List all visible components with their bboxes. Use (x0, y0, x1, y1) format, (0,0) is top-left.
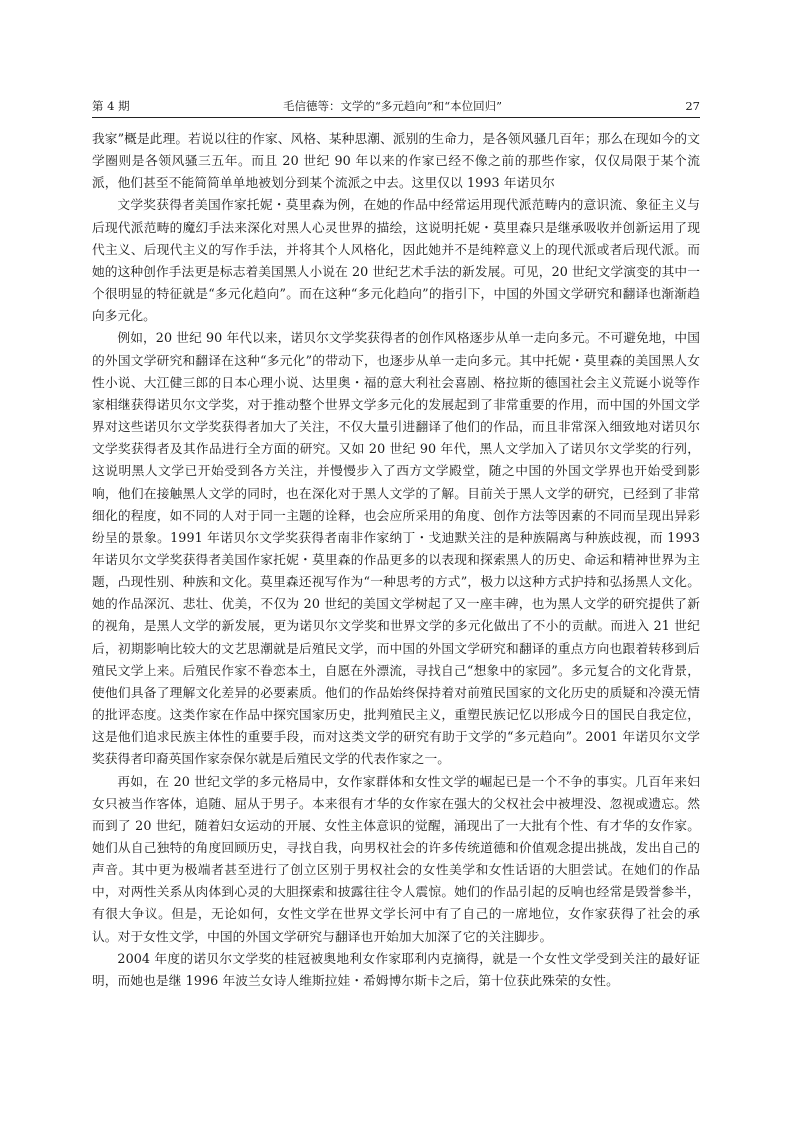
running-title: 毛信德等：文学的“多元趋向”和“本位回归” (282, 99, 502, 113)
running-header (92, 98, 700, 118)
paragraph: 2004 年度的诺贝尔文学奖的桂冠被奥地利女作家耶利内克摘得，就是一个女性文学受到关注的最好证明，而她也是继 1996 年波兰女诗人维斯拉娃・希姆博尔斯卡之后，第十位获此殊荣的女性。 (92, 950, 700, 988)
paragraph: 我家”概是此理。若说以往的作家、风格、某种思潮、派别的生命力，是各领风骚几百年；那么在现如今的文学圈则是各领风骚三五年。而且 20 世纪 90 年以来的作家已经不像之前的那些作家，仅仅局限于某个流派，他们甚至不能简简单单地被划分到某个流派之中去。这里仅以 1993 年诺贝尔 (92, 131, 700, 191)
paragraph: 例如，20 世纪 90 年代以来，诺贝尔文学奖获得者的创作风格逐步从单一走向多元。不可避免地，中国的外国文学研究和翻译在这种“多元化”的带动下，也逐步从单一走向多元。其中托妮・莫里森的美国黑人女性小说、大江健三郎的日本心理小说、达里奥・福的意大利社会喜剧、格拉斯的德国社会主义荒诞小说等作家相继获得诺贝尔文学奖，对于推动整个世界文学多元化的发展起到了非常重要的作用，而中国的外国文学界对这些诺贝尔文学奖获得者加大了关注，不仅大量引进翻译了他们的作品，而且非常深入细致地对诺贝尔文学奖获得者及其作品进行全方面的研究。又如 20 世纪 90 年代，黑人文学加入了诺贝尔文学奖的行列，这说明黑人文学已开始受到各方关注，并慢慢步入了西方文学殿堂，随之中国的外国文学界也开始受到影响，他们在接触黑人文学的同时，也在深化对于黑人文学的了解。目前关于黑人文学的研究，已经到了非常细化的程度，如不同的人对于同一主题的诠释，也会应所采用的角度、创作方法等因素的不同而呈现出异彩纷呈的景象。1991 年诺贝尔文学奖获得者南非作家纳丁・戈迪默关注的是种族隔离与种族歧视，而 1993 年诺贝尔文学奖获得者美国作家托妮・莫里森的作品更多的以表现和探索黑人的历史、命运和精神世界为主题，凸现性别、种族和文化。莫里森还视写作为“一种思考的方式”，极力以这种方式护持和弘扬黑人文化。她的作品深沉、悲壮、优美，不仅为 20 世纪的美国文学树起了又一座丰碑，也为黑人文学的研究提供了新的视角，是黑人文学的新发展，更为诺贝尔文学奖和世界文学的多元化做出了不小的贡献。而进入 21 世纪后，初期影响比较大的文艺思潮就是后殖民文学，而中国的外国文学研究和翻译的重点方向也跟着转移到后殖民文学上来。后殖民作家不眷恋本土，自愿在外漂流，寻找自己“想象中的家园”。多元复合的文化背景，使他们具备了理解文化差异的必要素质。他们的作品始终保持着对前殖民国家的文化历史的质疑和冷漠无情的批评态度。这类作家在作品中探究国家历史，批判殖民主义，重塑民族记忆以形成今日的国民自我定位，这是他们追求民族主体性的重要手段，而对这类文学的研究有助于文学的“多元趋向”。2001 年诺贝尔文学奖获得者印裔英国作家奈保尔就是后殖民文学的代表作家之一。 (92, 330, 700, 767)
journal-page (92, 98, 700, 992)
issue-number: 第 4 期 (92, 99, 130, 113)
paragraph: 文学奖获得者美国作家托妮・莫里森为例，在她的作品中经常运用现代派范畴内的意识流、象征主义与后现代派范畴的魔幻手法来深化对黑人心灵世界的描绘，这说明托妮・莫里森只是继承吸收并创新运用了现代主义、后现代主义的写作手法，并将其个人风格化，因此她并不是纯粹意义上的现代派或者后现代派。而她的这种创作手法更是标志着美国黑人小说在 20 世纪艺术手法的新发展。可见，20 世纪文学演变的其中一个很明显的特征就是“多元化趋向”。而在这种“多元化趋向”的指引下，中国的外国文学研究和翻译也渐渐趋向多元化。 (92, 197, 700, 324)
article-body (92, 128, 700, 992)
page-number: 27 (685, 99, 700, 113)
paragraph: 再如，在 20 世纪文学的多元格局中，女作家群体和女性文学的崛起已是一个不争的事实。几百年来妇女只被当作客体，追随、屈从于男子。本来很有才华的女作家在强大的父权社会中被埋没、忽视或遗忘。然而到了 20 世纪，随着妇女运动的开展、女性主体意识的觉醒，涌现出了一大批有个性、有才华的女作家。她们从自己独特的角度回顾历史，寻找自我，向男权社会的许多传统道德和价值观念提出挑战，发出自己的声音。其中更为极端者甚至进行了创立区别于男权社会的女性美学和女性话语的大胆尝试。在她们的作品中，对两性关系从肉体到心灵的大胆探索和披露往往令人震惊。她们的作品引起的反响也经常是毁誉参半，有很大争议。但是，无论如何，女性文学在世界文学长河中有了自己的一席地位，女作家获得了社会的承认。对于女性文学，中国的外国文学研究与翻译也开始加大加深了它的关注脚步。 (92, 773, 700, 944)
